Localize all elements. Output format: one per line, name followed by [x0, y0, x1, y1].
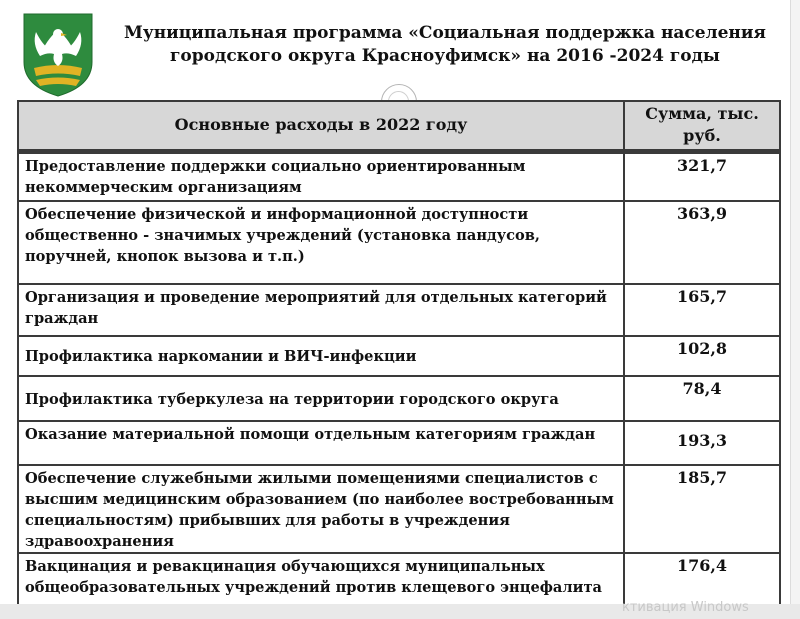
row-label: Обеспечение служебными жилыми помещениями специалистов с высшим медицинским образованием (по наиболее востребованным специальностям) прибывших для работы в учреждения здравоохранения — [18, 465, 624, 553]
row-value: 321,7 — [624, 151, 780, 201]
table-row — [18, 284, 780, 336]
row-label: Обеспечение физической и информационной доступности общественно - значимых учреждений (установка пандусов, поручней, кнопок вызова и т.п.) — [18, 201, 624, 284]
table-row — [18, 201, 780, 284]
row-label: Организация и проведение мероприятий для отдельных категорий граждан — [18, 284, 624, 336]
window-right-edge — [790, 0, 800, 619]
expenses-table — [17, 100, 781, 618]
row-label: Вакцинация и ревакцинация обучающихся муниципальных общеобразовательных учреждений против клещевого энцефалита — [18, 553, 624, 617]
row-value: 176,4 — [624, 553, 780, 617]
page-title-line-2: городского округа Красноуфимск» на 2016 -2024 годы — [170, 46, 720, 66]
page-title — [110, 22, 780, 68]
table-row — [18, 421, 780, 465]
row-label: Профилактика наркомании и ВИЧ-инфекции — [18, 336, 624, 376]
row-value: 165,7 — [624, 284, 780, 336]
row-value: 78,4 — [624, 376, 780, 421]
table-row — [18, 151, 780, 201]
row-value: 363,9 — [624, 201, 780, 284]
table-header-row — [18, 101, 780, 151]
row-label: Профилактика туберкулеза на территории городского округа — [18, 376, 624, 421]
coat-of-arms-logo — [18, 10, 98, 98]
row-label: Предоставление поддержки социально ориентированным некоммерческим организациям — [18, 151, 624, 201]
row-value: 185,7 — [624, 465, 780, 553]
header-expense-name: Основные расходы в 2022 году — [18, 101, 624, 151]
row-value: 102,8 — [624, 336, 780, 376]
windows-activation-watermark: ктивация Windows — [622, 600, 749, 615]
table-row — [18, 465, 780, 553]
row-label: Оказание материальной помощи отдельным категориям граждан — [18, 421, 624, 465]
table-row — [18, 376, 780, 421]
table-row — [18, 336, 780, 376]
header-amount: Сумма, тыс. руб. — [624, 101, 780, 151]
row-value: 193,3 — [624, 421, 780, 465]
page-title-line-1: Муниципальная программа «Социальная поддержка населения — [124, 23, 766, 43]
